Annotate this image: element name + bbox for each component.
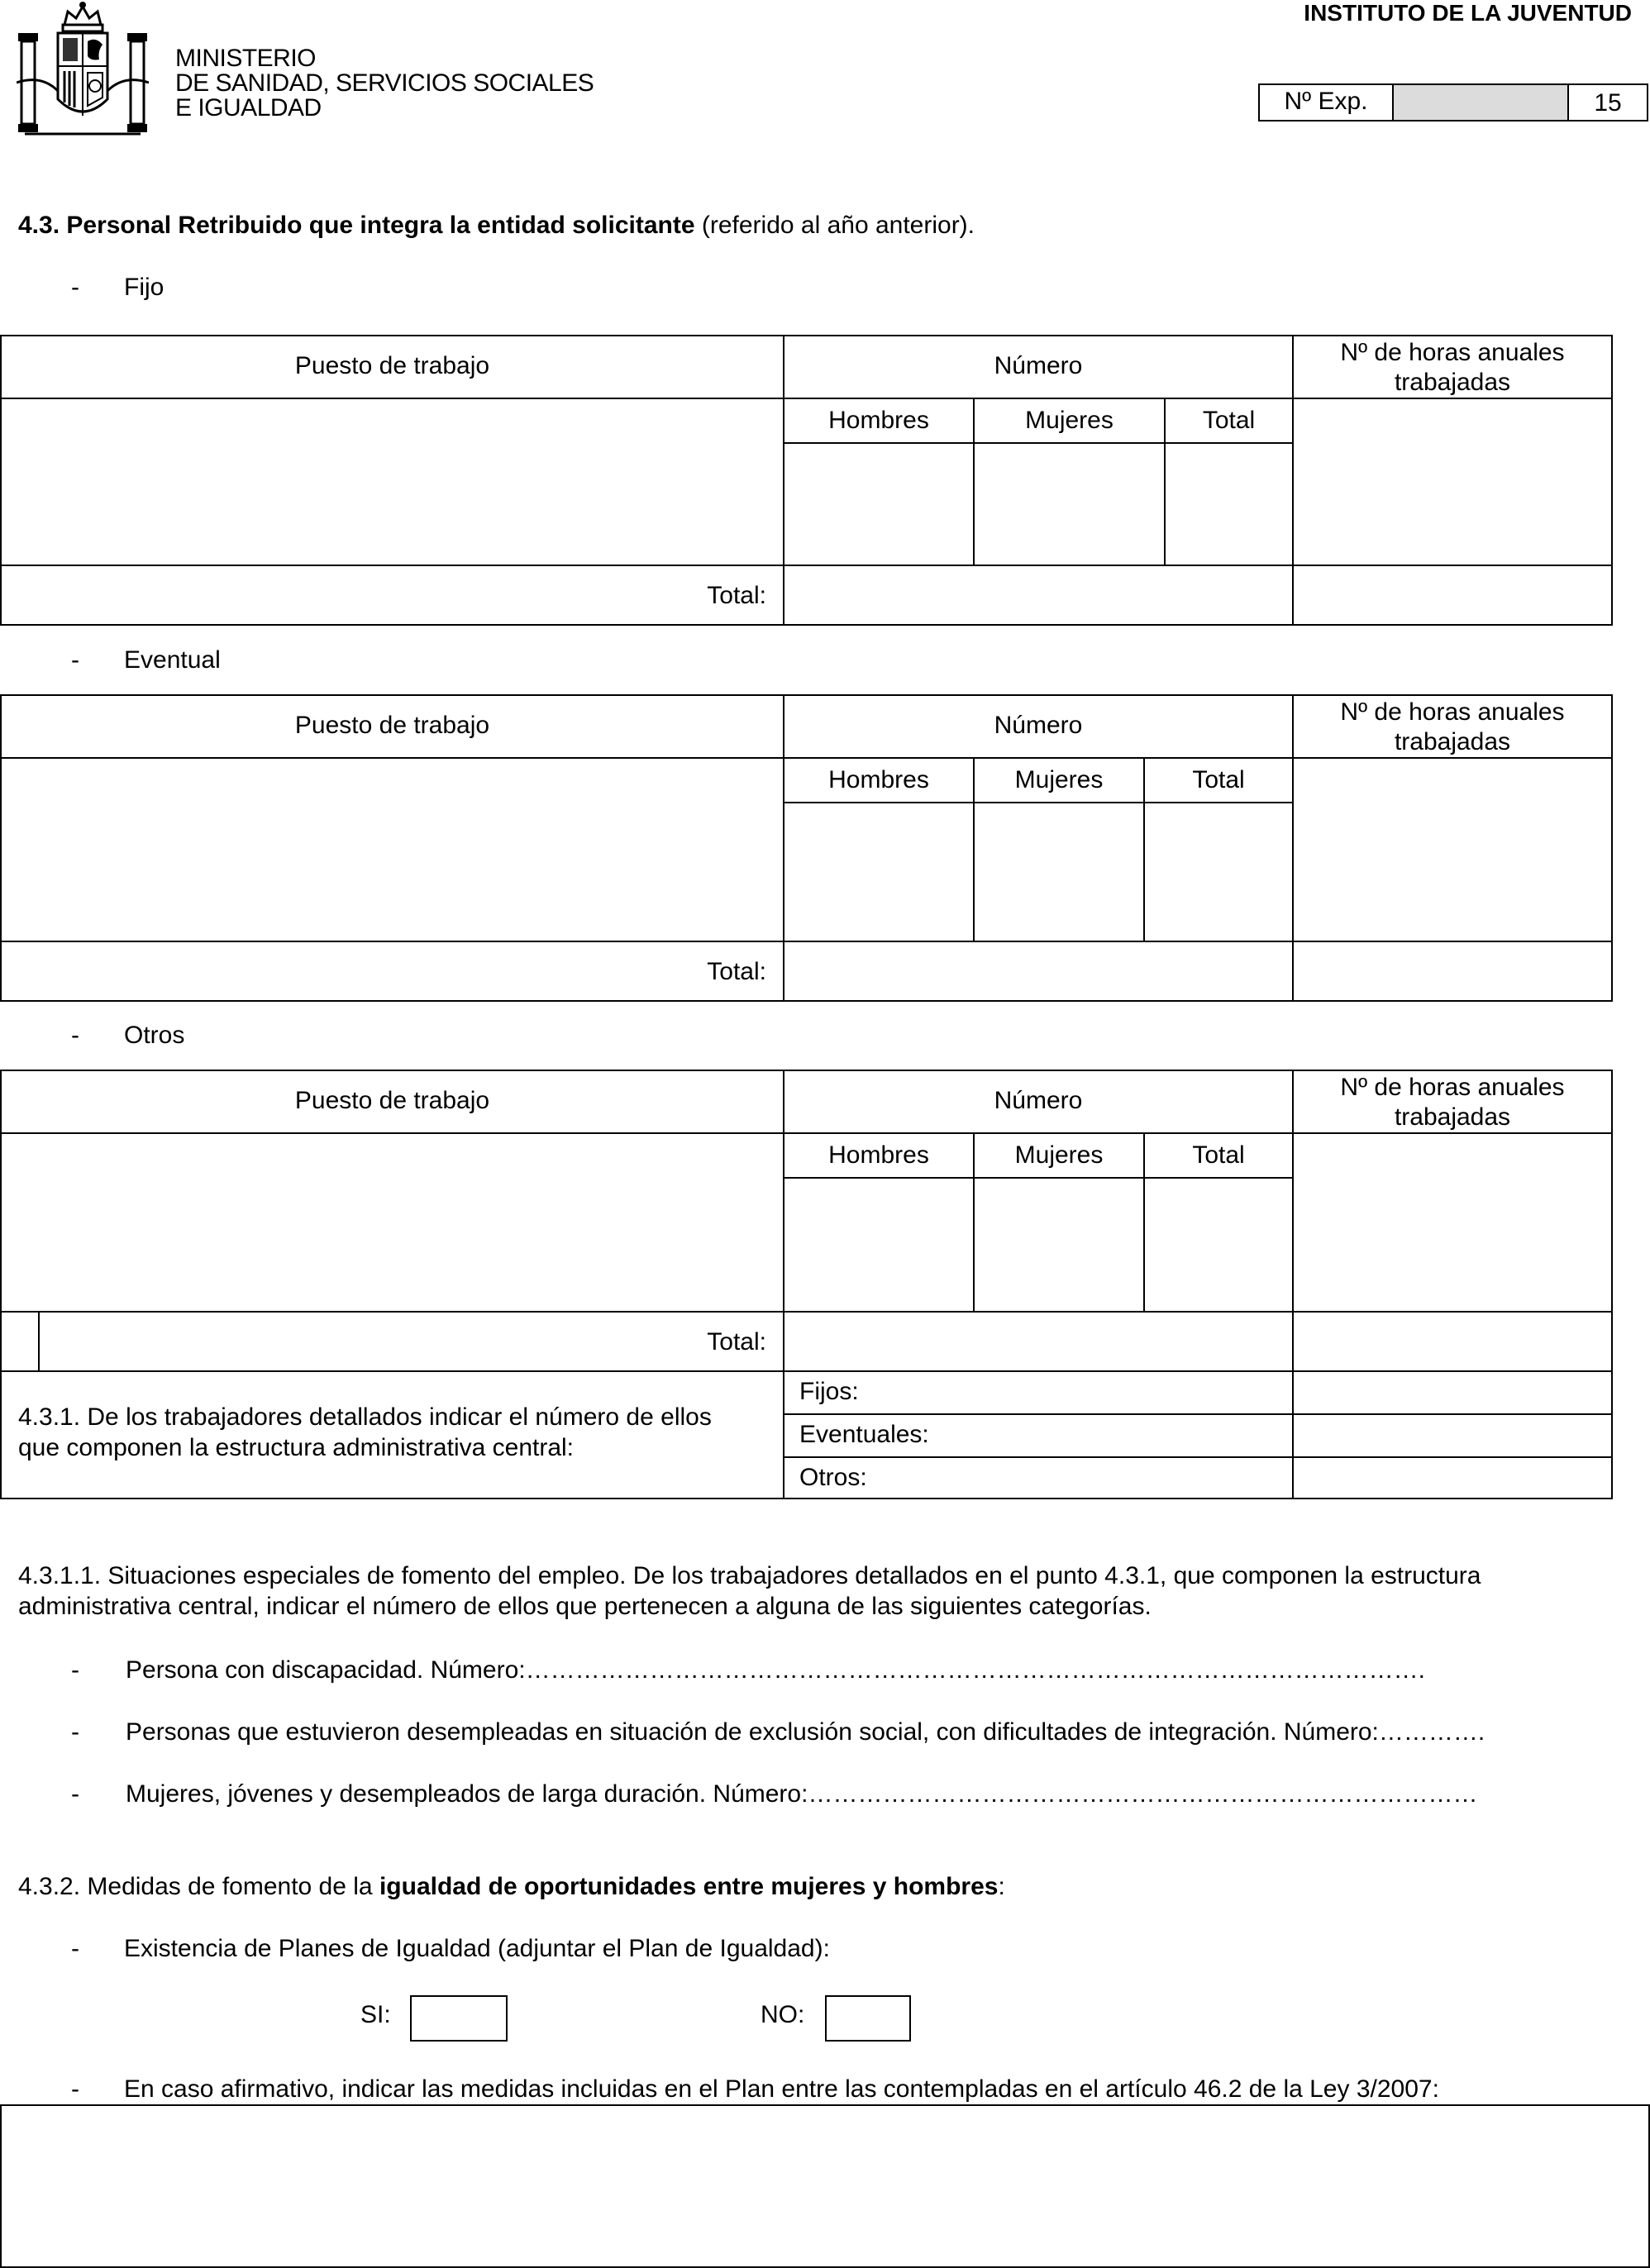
col-number-label: Número	[994, 1087, 1083, 1114]
sub-men-label: Hombres	[828, 1141, 929, 1169]
sub-women-header	[973, 398, 1166, 444]
page-number-cell	[1567, 83, 1648, 122]
total-row-label: Total:	[707, 582, 766, 609]
women-input[interactable]	[973, 1177, 1145, 1313]
sub-total-header	[1164, 398, 1294, 444]
women-input[interactable]	[973, 442, 1166, 566]
admin-otros-label: Otros:	[799, 1464, 867, 1491]
exp-label: Nº Exp.	[1284, 88, 1368, 115]
category-eventual: Eventual	[124, 646, 221, 674]
men-input[interactable]	[783, 802, 975, 942]
bullet-dash: -	[71, 1656, 79, 1684]
page-number: 15	[1594, 89, 1622, 117]
bullet-dash: -	[71, 1718, 79, 1746]
col-job-header	[0, 335, 784, 399]
total-row-narrow-cell	[0, 1311, 40, 1372]
col-hours-header	[1292, 335, 1613, 399]
bullet-dash: -	[71, 2075, 79, 2103]
sub-total-header	[1143, 1132, 1294, 1179]
col-number-header	[783, 694, 1294, 759]
equality-heading	[18, 1872, 1005, 1902]
bullet-dash: -	[71, 1935, 79, 1962]
col-hours-label: Nº de horas anuales trabajadas	[1340, 1074, 1565, 1131]
coat-of-arms-logo	[17, 0, 149, 142]
sub-women-label: Mujeres	[1014, 766, 1104, 793]
sub-women-header	[973, 757, 1145, 803]
total-row-label: Total:	[707, 1328, 766, 1356]
special-item-long-term: Mujeres, jóvenes y desempleados de larga duración. Número:………………………………………………………………………	[126, 1780, 1478, 1808]
total-input[interactable]	[1164, 442, 1294, 566]
bullet-dash: -	[71, 1780, 79, 1808]
men-input[interactable]	[783, 442, 975, 566]
sub-men-header	[783, 757, 975, 803]
admin-eventuales-label: Eventuales:	[799, 1421, 929, 1448]
special-item-exclusion: Personas que estuvieron desempleadas en situación de exclusión social, con dificultades de integración. Número:………….	[126, 1718, 1485, 1746]
col-job-label: Puesto de trabajo	[294, 712, 490, 739]
col-job-header	[0, 1070, 784, 1134]
sub-men-header	[783, 1132, 975, 1179]
ministry-line-2: DE SANIDAD, SERVICIOS SOCIALES	[175, 69, 594, 97]
measures-textarea[interactable]	[0, 2104, 1650, 2268]
section-heading	[18, 211, 975, 241]
equality-heading-pre: 4.3.2. Medidas de fomento de la	[18, 1873, 379, 1900]
col-hours-label: Nº de horas anuales trabajadas	[1340, 339, 1565, 396]
section-heading-rest: (referido al año anterior).	[694, 212, 975, 239]
hours-input[interactable]	[1292, 1132, 1613, 1313]
sub-men-header	[783, 398, 975, 444]
total-hours-input[interactable]	[1292, 941, 1613, 1002]
total-input[interactable]	[1143, 1177, 1294, 1313]
equality-measures: En caso afirmativo, indicar las medidas incluidas en el Plan entre las contempladas en el artículo 46.2 de la Ley 3/2007:	[124, 2075, 1439, 2103]
total-input[interactable]	[1143, 802, 1294, 942]
equality-plans: Existencia de Planes de Igualdad (adjuntar el Plan de Igualdad):	[124, 1935, 830, 1962]
admin-otros-input[interactable]	[1292, 1456, 1613, 1499]
total-number-input[interactable]	[783, 1311, 1294, 1372]
hours-input[interactable]	[1292, 398, 1613, 566]
admin-eventuales-cell	[783, 1413, 1294, 1458]
col-number-label: Número	[994, 712, 1083, 739]
total-hours-input[interactable]	[1292, 1311, 1613, 1372]
no-label: NO:	[761, 2001, 805, 2028]
no-checkbox[interactable]	[825, 1995, 911, 2042]
exp-number-field[interactable]	[1392, 83, 1569, 122]
total-row-label: Total:	[707, 958, 766, 985]
sub-total-label: Total	[1192, 766, 1245, 793]
sub-women-label: Mujeres	[1025, 407, 1114, 434]
total-number-input[interactable]	[783, 941, 1294, 1002]
equality-heading-bold: igualdad de oportunidades entre mujeres y hombres	[379, 1873, 999, 1900]
sub-women-label: Mujeres	[1014, 1141, 1104, 1169]
sub-men-label: Hombres	[828, 766, 929, 793]
yes-checkbox[interactable]	[410, 1995, 508, 2042]
sub-total-label: Total	[1192, 1141, 1245, 1169]
sub-total-header	[1143, 757, 1294, 803]
admin-otros-cell	[783, 1456, 1294, 1499]
women-input[interactable]	[973, 802, 1145, 942]
job-input[interactable]	[0, 757, 784, 942]
sub-men-label: Hombres	[828, 407, 929, 434]
total-row-label-cell	[38, 1311, 784, 1372]
admin-fijos-cell	[783, 1370, 1294, 1415]
ministry-line-1: MINISTERIO	[175, 45, 317, 72]
sub-total-label: Total	[1202, 407, 1256, 434]
admin-question: 4.3.1. De los trabajadores detallados indicar el número de ellos que componen la estructura administrativa central:	[18, 1403, 712, 1461]
col-number-header	[783, 1070, 1294, 1134]
section-heading-bold: 4.3. Personal Retribuido que integra la entidad solicitante	[18, 212, 695, 239]
admin-question-cell	[0, 1370, 784, 1499]
ministry-line-3: E IGUALDAD	[175, 94, 322, 122]
col-job-label: Puesto de trabajo	[294, 1087, 490, 1114]
ministry-name	[175, 46, 594, 121]
col-hours-label: Nº de horas anuales trabajadas	[1340, 698, 1565, 755]
col-hours-header	[1292, 694, 1613, 759]
total-row-label-cell	[0, 941, 784, 1002]
col-number-label: Número	[994, 352, 1083, 379]
sub-women-header	[973, 1132, 1145, 1179]
col-job-label: Puesto de trabajo	[294, 352, 490, 379]
col-job-header	[0, 694, 784, 759]
bullet-dash: -	[71, 646, 79, 674]
exp-label-cell	[1258, 83, 1394, 122]
total-number-input[interactable]	[783, 565, 1294, 626]
bullet-dash: -	[71, 274, 79, 301]
total-hours-input[interactable]	[1292, 565, 1613, 626]
category-fijo: Fijo	[124, 274, 165, 301]
admin-fijos-input[interactable]	[1292, 1370, 1613, 1415]
col-number-header	[783, 335, 1294, 399]
bullet-dash: -	[71, 1022, 79, 1049]
job-input[interactable]	[0, 398, 784, 566]
special-intro: 4.3.1.1. Situaciones especiales de fomento del empleo. De los trabajadores detallados en el punto 4.3.1, que componen la estructura administrativa central, indicar el número de ellos que pertenecen a alguna de las siguientes categorías.	[18, 1562, 1481, 1620]
special-item-disability: Persona con discapacidad. Número:……………………………………………………………………………………………….	[126, 1656, 1425, 1684]
institute-name: INSTITUTO DE LA JUVENTUD	[1304, 0, 1632, 26]
admin-fijos-label: Fijos:	[799, 1378, 859, 1405]
yes-label: SI:	[360, 2001, 391, 2028]
total-row-label-cell	[0, 565, 784, 626]
job-input[interactable]	[0, 1132, 784, 1313]
admin-eventuales-input[interactable]	[1292, 1413, 1613, 1458]
hours-input[interactable]	[1292, 757, 1613, 942]
equality-heading-post: :	[998, 1873, 1005, 1900]
category-otros: Otros	[124, 1022, 185, 1049]
col-hours-header	[1292, 1070, 1613, 1134]
men-input[interactable]	[783, 1177, 975, 1313]
